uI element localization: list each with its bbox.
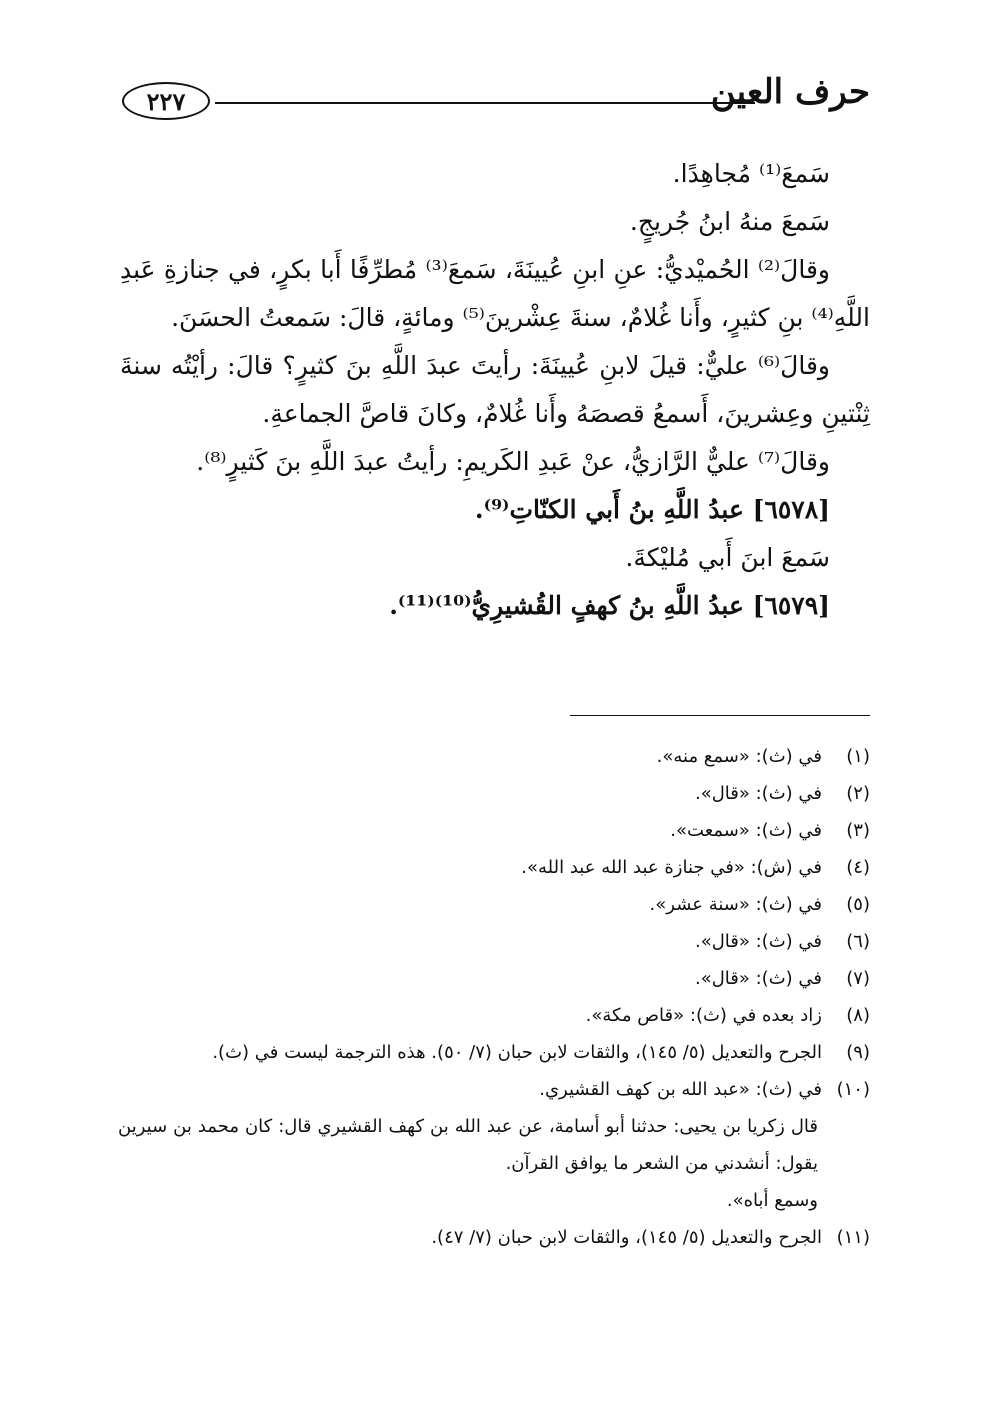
footnote	[118, 1034, 870, 1071]
footnote-text: في (ث): «سنة عشر».	[649, 894, 822, 915]
footnote-text: في (ث): «سمع منه».	[656, 746, 822, 767]
page-number: ٢٢٧	[122, 82, 210, 120]
paragraph: سَمعَ منهُ ابنُ جُريجٍ.	[629, 207, 830, 236]
paragraph: وقالَ⁽⁶⁾ عليٌّ: قيلَ لابنِ عُيينَةَ: رأيتَ عبدَ اللَّهِ بنَ كثيرٍ؟ قالَ: رأيْتُه سنةَ ثِنْتينِ وعِشرينَ، أَسمعُ قصصَهُ وأَنا غُلامٌ، وكانَ قاصَّ الجماعةِ.	[120, 351, 870, 428]
footnote-text: الجرح والتعديل (٥/ ١٤٥)، والثقات لابن حبان (٧/ ٥٠). هذه الترجمة ليست في (ث).	[212, 1042, 822, 1063]
footnote-number: (١٠)	[836, 1079, 870, 1100]
footnote-text: في (ث): «سمعت».	[670, 820, 822, 841]
footnote-number: (٣)	[846, 820, 870, 841]
footnote	[118, 923, 870, 960]
footnote-text: الجرح والتعديل (٥/ ١٤٥)، والثقات لابن حبان (٧/ ٤٧).	[431, 1227, 822, 1248]
paragraph: وقالَ⁽⁷⁾ عليٌّ الرَّازيُّ، عنْ عَبدِ الكَريمِ: رأيتُ عبدَ اللَّهِ بنَ كَثيرٍ⁽⁸⁾.	[196, 447, 830, 476]
footnote-text: في (ش): «في جنازة عبد الله عبد الله».	[521, 857, 822, 878]
footnote	[118, 1071, 870, 1108]
footnote-number: (١)	[846, 746, 870, 767]
main-text	[120, 150, 870, 630]
footnote-number: (١١)	[836, 1227, 870, 1248]
footnote-number: (٥)	[846, 894, 870, 915]
header-rule	[215, 102, 755, 104]
paragraph: وقالَ⁽²⁾ الحُميْديُّ: عنِ ابنِ عُيينَةَ، سَمعَ⁽³⁾ مُطرِّفًا أَبا بكرٍ، في جنازةِ عَبدِ اللَّهِ⁽⁴⁾ بنِ كثيرٍ، وأَنا غُلامٌ، سنةَ عِشْرينَ⁽⁵⁾ ومائةٍ، قالَ: سَمعتُ الحسَنَ.	[120, 255, 870, 332]
running-title: حرف العين	[710, 72, 870, 112]
footnote-number: (٢)	[846, 783, 870, 804]
footnote	[118, 1219, 870, 1256]
paragraph: سَمعَ ابنَ أَبي مُليْكةَ.	[625, 543, 830, 572]
entry-heading: [٦٥٧٩] عبدُ اللَّهِ بنُ كهفٍ القُشيرِيُّ⁽¹⁰⁾⁽¹¹⁾.	[389, 591, 830, 620]
footnote-text: في (ث): «قال».	[694, 931, 822, 952]
footnote	[118, 849, 870, 886]
entry-heading: [٦٥٧٨] عبدُ اللَّهِ بنُ أَبي الكنّاتِ⁽⁹⁾.	[474, 495, 830, 524]
footnotes	[118, 738, 870, 1256]
footnote	[118, 997, 870, 1034]
footnote-number: (٨)	[846, 1005, 870, 1026]
footnote	[118, 812, 870, 849]
footnote-number: (٧)	[846, 968, 870, 989]
footnote-text: زاد بعده في (ث): «قاص مكة».	[585, 1005, 822, 1026]
footnote-continuation: قال زكريا بن يحيى: حدثنا أبو أسامة، عن عبد الله بن كهف القشيري قال: كان محمد بن سيرين يقول: أنشدني من الشعر ما يوافق القرآن.	[118, 1116, 818, 1174]
paragraph: سَمعَ⁽¹⁾ مُجاهِدًا.	[672, 159, 830, 188]
footnote	[118, 960, 870, 997]
footnote-continuation: وسمع أباه».	[726, 1190, 818, 1211]
footnote-text: في (ث): «قال».	[694, 783, 822, 804]
footnote-text: في (ث): «قال».	[694, 968, 822, 989]
footnote-separator	[570, 715, 870, 716]
footnote-number: (٦)	[846, 931, 870, 952]
footnote	[118, 738, 870, 775]
footnote	[118, 886, 870, 923]
page-header	[110, 72, 870, 138]
footnote-text: في (ث): «عبد الله بن كهف القشيري.	[539, 1079, 822, 1100]
footnote-number: (٩)	[846, 1042, 870, 1063]
footnote	[118, 775, 870, 812]
footnote-number: (٤)	[846, 857, 870, 878]
